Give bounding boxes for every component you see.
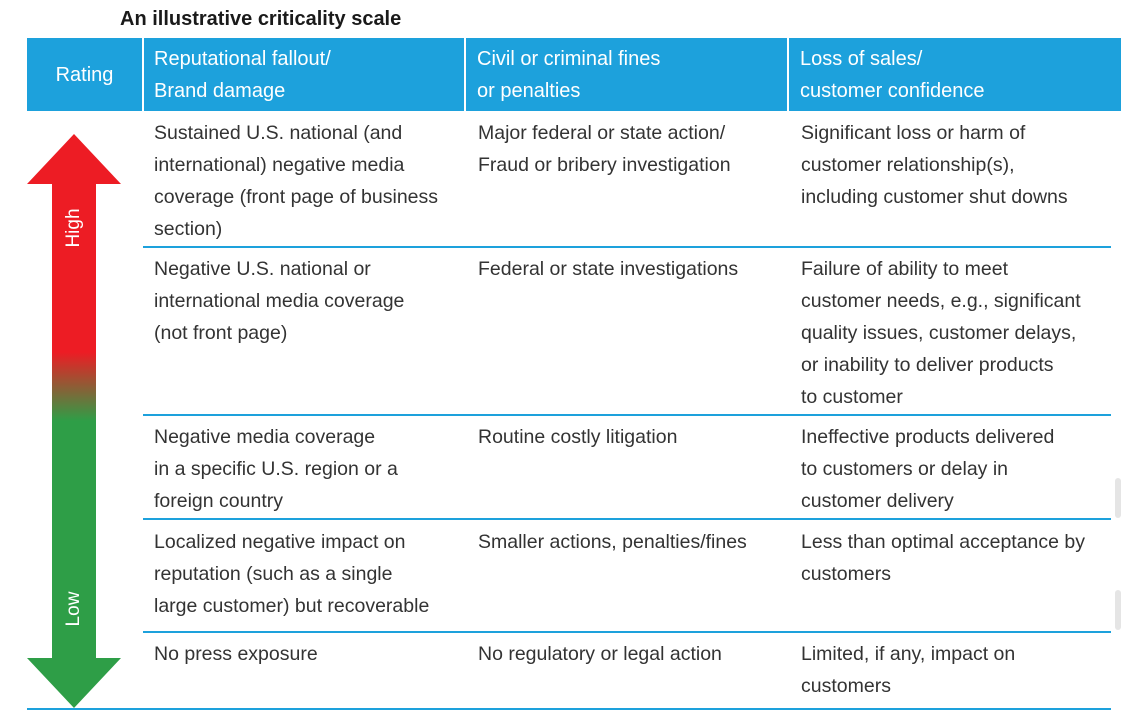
header-rating: Rating [55,63,114,86]
row2-reputational: Negative U.S. national or international media coverage (not front page) [154,258,405,344]
header-divider [464,38,466,111]
header-sales: Loss of sales/ customer confidence [800,48,985,102]
table-header [27,38,1121,111]
edge-mark [1115,590,1121,630]
page-title: An illustrative criticality scale [120,8,402,30]
row4-fines: Smaller actions, penalties/fines [478,531,747,553]
row-divider [143,246,1111,248]
row4-sales: Less than optimal acceptance by customers [801,531,1086,585]
row2-fines: Federal or state investigations [478,258,739,280]
row1-sales: Significant loss or harm of customer relationship(s), including customer shut downs [801,122,1068,208]
criticality-scale-arrow [27,134,121,713]
table-bottom-border [27,708,1111,710]
row5-sales: Limited, if any, impact on customers [801,643,1016,697]
row-divider [143,518,1111,520]
row3-reputational: Negative media coverage in a specific U.S. region or a foreign country [154,426,398,512]
row5-fines: No regulatory or legal action [478,643,722,665]
row-divider [143,631,1111,633]
row2-sales: Failure of ability to meet customer needs, e.g., significant quality issues, customer delays, or inability to deliver products to customer [801,258,1081,408]
header-divider [142,38,144,111]
row5-reputational: No press exposure [154,643,318,665]
row4-reputational: Localized negative impact on reputation (such as a single large customer) but recoverable [154,531,430,617]
header-reputational: Reputational fallout/ Brand damage [154,48,331,102]
header-fines: Civil or criminal fines or penalties [477,48,661,102]
row3-sales: Ineffective products delivered to customers or delay in customer delivery [801,426,1055,512]
row3-fines: Routine costly litigation [478,426,678,448]
row-divider [143,414,1111,416]
header-divider [787,38,789,111]
scale-high-label: High [63,208,84,248]
scale-low-label: Low [63,591,84,627]
row1-reputational: Sustained U.S. national (and international) negative media coverage (front page of business section) [154,122,439,240]
row1-fines: Major federal or state action/ Fraud or bribery investigation [478,122,731,176]
edge-mark [1115,478,1121,518]
